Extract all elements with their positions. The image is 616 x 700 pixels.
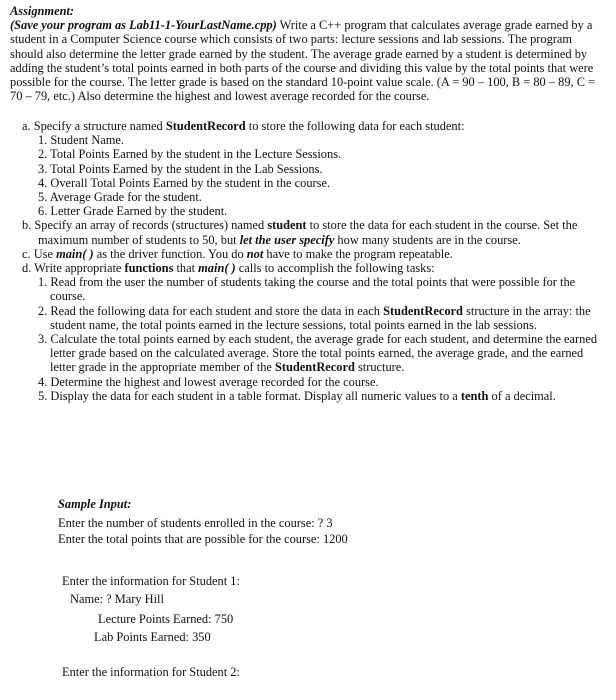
- part-c-middle: as the driver function. You do: [93, 246, 247, 261]
- main-func: main( ): [198, 261, 236, 276]
- task5-suffix: of a decimal.: [488, 388, 556, 403]
- task-item: 4. Determine the highest and lowest average recorded for the course.: [38, 374, 379, 389]
- assignment-heading: Assignment:: [10, 4, 75, 18]
- task-item: [38, 304, 610, 332]
- array-name: student: [267, 218, 307, 233]
- field-item: 4. Overall Total Points Earned by the student in the course.: [38, 175, 331, 190]
- part-b: [22, 218, 610, 246]
- lecture-line: Lecture Points Earned: 750: [98, 612, 234, 626]
- student1-header: Enter the information for Student 1:: [62, 574, 240, 588]
- field-item: 1. Student Name.: [38, 133, 125, 148]
- field-item: 3. Total Points Earned by the student in the Lab Sessions.: [38, 161, 323, 176]
- intro-text: Write a C++ program that calculates average grade earned by a student in a Computer Science course which consists of two parts: lecture sessions and lab sessions. The program should also determine the letter grade earned by the student. The average grade earned by a student is determined by adding the student’s total points earned in both parts of the course and dividing this value by the total points that were possible for the course. The letter grade is based on the standard 10-point value scale. (A = 90 – 100, B = 80 – 89, C = 70 – 79, etc.) Also determine the highest and lowest average recorded for the course.: [10, 18, 596, 104]
- student2-header: Enter the information for Student 2:: [62, 665, 240, 679]
- part-a-prefix: a. Specify a structure named: [22, 119, 166, 133]
- requirements-list: [22, 119, 610, 403]
- sample-line-2: Enter the total points that are possible for the course: 1200: [58, 532, 348, 546]
- part-c: [22, 247, 610, 261]
- task3-prefix: 3. Calculate the total points earned by each student, the average grade for each student, and determine the earned letter grade based on the calculated average. Store the total points earned, the average grade, and the earned letter grade in the appropriate member of the: [38, 332, 598, 375]
- task-item: [38, 332, 610, 375]
- field-item: 6. Letter Grade Earned by the student.: [38, 204, 228, 219]
- task-item: [38, 389, 610, 403]
- sample-line-1: Enter the number of students enrolled in the course: ? 3: [58, 516, 333, 530]
- lab-line: Lab Points Earned: 350: [94, 630, 211, 644]
- tenth-word: tenth: [460, 388, 489, 403]
- field-item: 2. Total Points Earned by the student in the Lecture Sessions.: [38, 147, 342, 162]
- task2-suffix: structure in the array: the student name, the total points earned in the lecture sessions, total points earned in the lab sessions.: [50, 303, 591, 332]
- filename-label: (Save your program as Lab11-1-YourLastName.cpp): [10, 18, 277, 33]
- not-emphasis: not: [246, 246, 264, 261]
- struct-name: StudentRecord: [165, 119, 246, 133]
- task-item: 1. Read from the user the number of students taking the course and the total points that were possible for the course.: [38, 275, 576, 304]
- part-d-middle: that: [173, 261, 199, 276]
- functions-word: functions: [124, 261, 174, 276]
- part-b-emphasis: let the user specify: [239, 232, 335, 247]
- main-func: main( ): [56, 246, 94, 261]
- struct-name: StudentRecord: [383, 303, 463, 318]
- part-d-prefix: d. Write appropriate: [22, 261, 125, 276]
- task2-prefix: 2. Read the following data for each student and store the data in each: [38, 303, 384, 318]
- part-c-prefix: c. Use: [22, 246, 57, 261]
- part-d: [22, 261, 610, 275]
- task3-suffix: structure.: [354, 360, 405, 375]
- part-b-prefix: b. Specify an array of records (structures) named: [22, 218, 268, 233]
- part-a-suffix: to store the following data for each student:: [245, 119, 465, 133]
- part-b-middle: to store the data for each student in the course. Set the maximum number of students to 50, but: [38, 218, 578, 247]
- sample-heading: Sample Input:: [58, 497, 132, 511]
- task5-prefix: 5. Display the data for each student in a table format. Display all numeric values to a: [38, 388, 461, 403]
- name-line: Name: ? Mary Hill: [70, 592, 164, 606]
- struct-name: StudentRecord: [275, 360, 355, 375]
- assignment-intro: [10, 4, 608, 103]
- field-list: [22, 133, 610, 218]
- part-b-suffix: how many students are in the course.: [334, 232, 521, 247]
- part-c-suffix: have to make the program repeatable.: [263, 246, 453, 261]
- intro-paragraph: [10, 18, 608, 103]
- field-item: 5. Average Grade for the student.: [38, 190, 202, 205]
- task-list: [22, 275, 610, 403]
- part-a: [22, 119, 610, 133]
- part-d-suffix: calls to accomplish the following tasks:: [235, 261, 435, 276]
